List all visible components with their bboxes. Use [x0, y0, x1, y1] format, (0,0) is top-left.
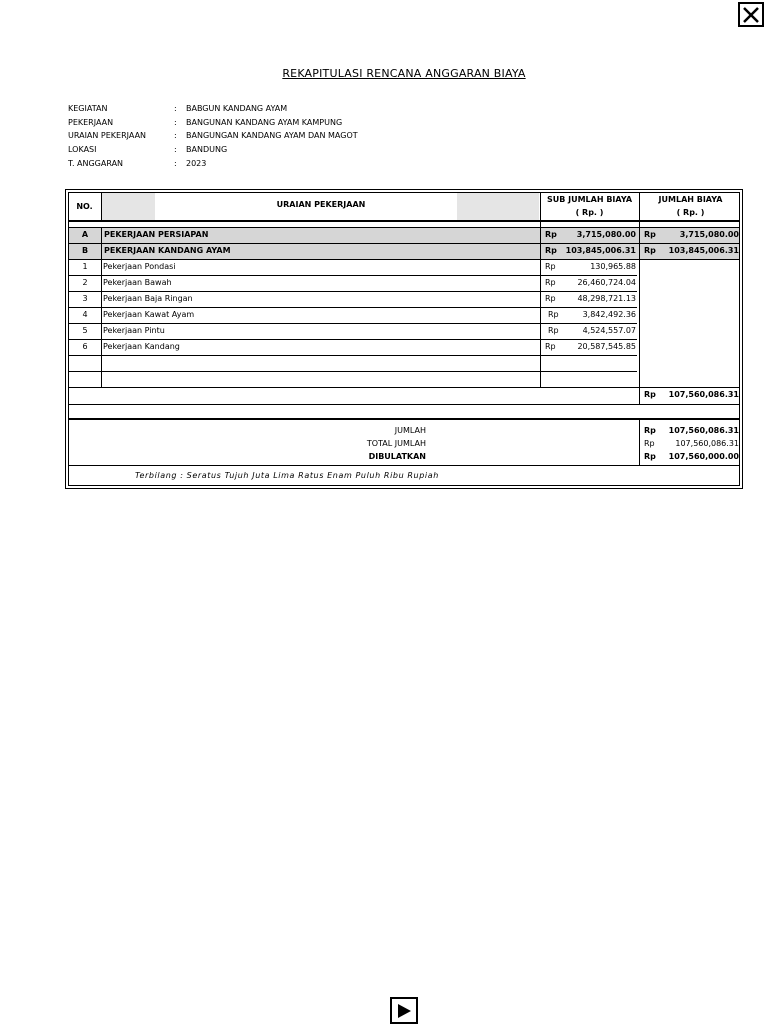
total-rp: Rp	[644, 452, 656, 461]
header-jumlah: JUMLAH BIAYA	[658, 195, 723, 204]
item-rp: Rp	[545, 262, 556, 271]
row-line	[69, 291, 637, 292]
item-rp: Rp	[545, 278, 556, 287]
item-uraian: Pekerjaan Kandang	[103, 342, 180, 351]
col-line	[101, 227, 102, 387]
item-no: 2	[82, 278, 88, 287]
info-colon: :	[174, 104, 177, 113]
info-colon: :	[174, 159, 177, 168]
total-label-jumlah: JUMLAH	[394, 426, 426, 435]
row-line	[69, 275, 637, 276]
section-jml-rp: Rp	[644, 230, 656, 239]
info-value: BANGUNAN KANDANG AYAM KAMPUNG	[186, 118, 343, 127]
col-line	[540, 193, 541, 387]
item-uraian: Pekerjaan Kawat Ayam	[103, 310, 195, 319]
section-uraian: PEKERJAAN PERSIAPAN	[104, 230, 209, 239]
item-no: 1	[82, 262, 88, 271]
item-no: 4	[82, 310, 88, 319]
total-value-dibulatkan: 107,560,000.00	[668, 452, 739, 461]
item-no: 5	[82, 326, 88, 335]
col-line	[101, 193, 102, 220]
section-sub-value: 103,845,006.31	[565, 246, 636, 255]
info-value: BANGUNGAN KANDANG AYAM DAN MAGOT	[186, 131, 358, 140]
info-label: KEGIATAN	[68, 104, 108, 113]
section-sub-rp: Rp	[545, 230, 557, 239]
header-uraian: URAIAN PEKERJAAN	[276, 200, 366, 209]
budget-table	[65, 189, 743, 489]
section-no: A	[81, 230, 89, 239]
item-value: 48,298,721.13	[577, 294, 636, 303]
section-uraian: PEKERJAAN KANDANG AYAM	[104, 246, 231, 255]
next-page-button[interactable]	[390, 997, 418, 1024]
total-label-total-jumlah: TOTAL JUMLAH	[366, 439, 426, 448]
item-value: 3,842,492.36	[582, 310, 636, 319]
section-sub-rp: Rp	[545, 246, 557, 255]
budget-table-inner	[68, 192, 740, 486]
total-rp: Rp	[644, 426, 656, 435]
section-jml-rp: Rp	[644, 246, 656, 255]
info-colon: :	[174, 145, 177, 154]
total-value-total-jumlah: 107,560,086.31	[675, 439, 739, 448]
col-line	[639, 420, 640, 465]
info-colon: :	[174, 118, 177, 127]
terbilang-text: Terbilang : Seratus Tujuh Juta Lima Ratus Enam Puluh Ribu Rupiah	[135, 471, 439, 480]
total-value-jumlah: 107,560,086.31	[668, 426, 739, 435]
item-value: 20,587,545.85	[577, 342, 636, 351]
item-rp: Rp	[545, 342, 556, 351]
info-value: BABGUN KANDANG AYAM	[186, 104, 288, 113]
row-line	[69, 465, 739, 466]
item-rp: Rp	[548, 310, 559, 319]
item-value: 26,460,724.04	[577, 278, 636, 287]
col-line	[639, 193, 640, 404]
total-label-dibulatkan: DIBULATKAN	[368, 452, 426, 461]
row-line	[69, 355, 637, 356]
item-no: 6	[82, 342, 88, 351]
item-value: 130,965.88	[590, 262, 636, 271]
info-value: BANDUNG	[186, 145, 228, 154]
play-icon	[396, 1003, 412, 1019]
item-uraian: Pekerjaan Pintu	[103, 326, 165, 335]
header-jumlah-unit: ( Rp. )	[676, 208, 705, 217]
row-line	[69, 307, 637, 308]
close-icon	[742, 6, 760, 24]
section-sub-value: 3,715,080.00	[576, 230, 636, 239]
subtotal-value: 107,560,086.31	[668, 390, 739, 399]
subtotal-rp: Rp	[644, 390, 656, 399]
info-label: LOKASI	[68, 145, 97, 154]
section-jml-value: 103,845,006.31	[668, 246, 739, 255]
item-uraian: Pekerjaan Bawah	[103, 278, 172, 287]
info-label: URAIAN PEKERJAAN	[68, 131, 147, 140]
section-jml-value: 3,715,080.00	[679, 230, 739, 239]
close-button[interactable]	[738, 2, 764, 27]
info-value: 2023	[186, 159, 207, 168]
header-sub-jumlah: SUB JUMLAH BIAYA	[546, 195, 633, 204]
item-no: 3	[82, 294, 88, 303]
row-line	[69, 371, 637, 372]
row-line	[69, 404, 739, 405]
section-no: B	[81, 246, 89, 255]
document-title: REKAPITULASI RENCANA ANGGARAN BIAYA	[282, 67, 526, 80]
item-uraian: Pekerjaan Pondasi	[103, 262, 176, 271]
header-sub-unit: ( Rp. )	[575, 208, 604, 217]
total-rp: Rp	[644, 439, 655, 448]
info-label: PEKERJAAN	[68, 118, 114, 127]
row-line	[69, 339, 637, 340]
item-rp: Rp	[548, 326, 559, 335]
item-rp: Rp	[545, 294, 556, 303]
item-uraian: Pekerjaan Baja Ringan	[103, 294, 193, 303]
row-line	[69, 323, 637, 324]
header-no: NO.	[76, 202, 93, 211]
info-label: T. ANGGARAN	[68, 159, 124, 168]
info-colon: :	[174, 131, 177, 140]
item-value: 4,524,557.07	[582, 326, 636, 335]
